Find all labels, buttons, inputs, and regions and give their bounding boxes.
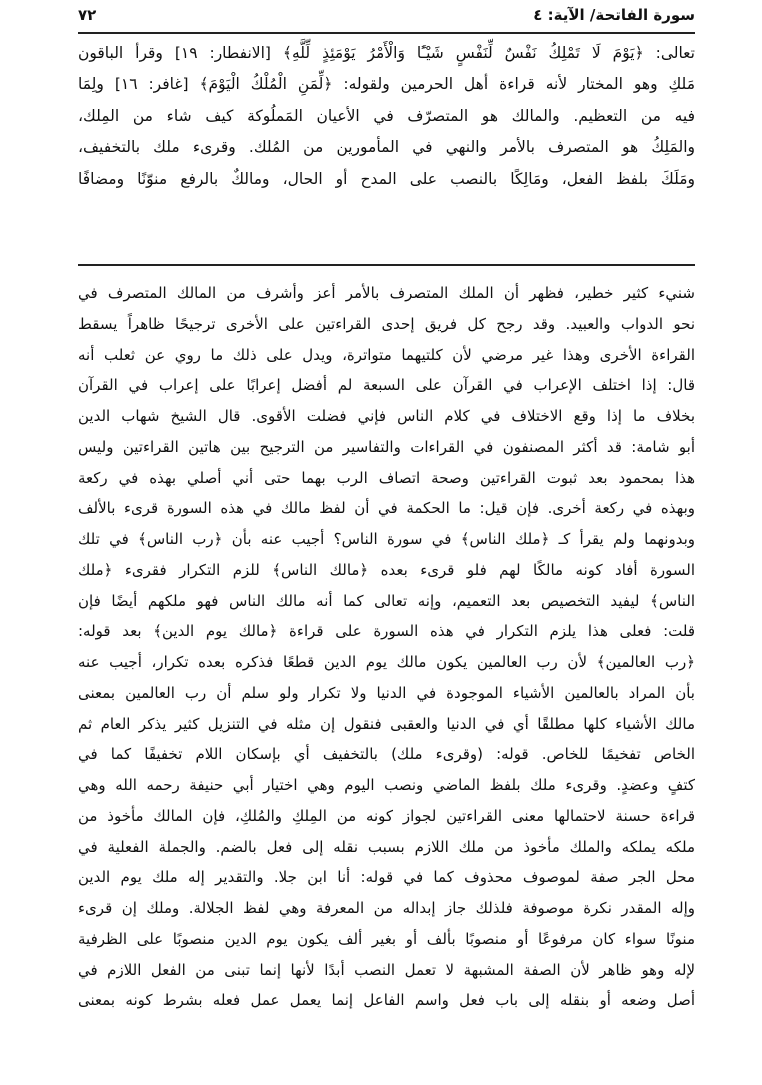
text-line: شنيء كثير خطير، فظهر أن الملك المتصرف بالأمر أعز وأشرف من المالك المتصرف في xyxy=(78,284,695,302)
text-line: لإله وهو ظاهر لأن الصفة المشبهة لا تعمل النصب أبدًا لأنها إنما تبنى من الفعل اللازم في xyxy=(78,960,695,979)
text-line: أبو شامة: قد أكثر المصنفون في القراءات والتفاسير من الترجيح بين هاتين القراءتين وليس xyxy=(78,437,695,456)
header-rule xyxy=(78,32,695,34)
page-header xyxy=(78,6,695,30)
text-line: كتفٍ وعضدٍ. وقرىء ملك بلفظ الماضي ونصب اليوم وهي اختيار أبي حنيفة رحمه الله وهي xyxy=(78,776,695,794)
text-line: قراءة حسنة لاحتمالها معنى القراءتين لجواز كونه من المِلكِ والمُلكِ، فإن المالك مأخوذ من xyxy=(78,806,695,825)
text-line: منونًا سواء كان مرفوعًا أو منصوبًا بألف أو بغير ألف يكون يوم الدين منصوبًا على الظرفية xyxy=(78,929,695,948)
text-line: القراءة الأخرى وهذا غير مرضي لأن كلتيهما متواترة، ويدل على ذلك ما روي عن ثعلب أنه xyxy=(78,345,695,364)
text-line: الخاص تفخيمًا للخاص. قوله: (وقرىء ملك) بالتخفيف أي بإسكان اللام تخفيفًا كما في xyxy=(78,745,695,764)
text-line: بخلاف ما إذا وقع الاختلاف في كلام الناس فإني فضلت الأقوى. قال الشيخ شهاب الدين xyxy=(78,407,695,425)
text-line: فيه من التعظيم. والمالك هو المتصرّف في الأعيان المَملُوكة كيف شاء من المِلك، xyxy=(78,106,695,125)
text-line: محل الجر صفة لموصوف محذوف كما في قوله: أنا ابن جلا. والتقدير إله ملك يوم الدين xyxy=(78,868,695,887)
text-line: هذا بمحمود بعد ثبوت القراءتين وصحة اتصاف الرب بهما حتى أني أصلي بهذه في ركعة xyxy=(78,468,695,487)
text-line: وبدونهما ولم يقرأ كـ ﴿ملك الناس﴾ في سورة الناس؟ أجيب عنه بأن ﴿رب الناس﴾ في تلك xyxy=(78,530,695,548)
text-line: نحو الدواب والعبيد. وقد رجح كل فريق إحدى القراءتين على الأخرى ترجيحًا ظاهراً يسقط xyxy=(78,314,695,333)
text-line: وإله المقدر نكرة موصوفة فلذلك جاز إبداله من المعرفة وهي لفظ الجلالة. وملك إن قرىء xyxy=(78,899,695,917)
text-line: قلت: فعلى هذا يلزم التكرار في هذه السورة على قراءة ﴿مالك يوم الدين﴾ بعد قوله: xyxy=(78,622,695,641)
text-line: تعالى: ﴿يَوْمَ لَا تَمْلِكُ نَفْسٌ لِّنَفْسٍ شَيْـًٔا وَالْأَمْرُ يَوْمَئِذٍ لِّلَّهِ﴾ [الانفطار: ١٩] وقرأ الباقون xyxy=(78,44,695,62)
text-line: مالك الأشياء كلها مطلقًا أي في الدنيا والعقبى فنقول إن مثله في التنزيل كثير يذكر العام ثم xyxy=(78,714,695,733)
text-line: السورة أفاد كونه مالكًا لهم فلو قرىء بعده ﴿مالك الناس﴾ للزم التكرار فقرىء ﴿ملك xyxy=(78,560,695,579)
text-line: مَلكِ وهو المختار لأنه قراءة أهل الحرمين ولقوله: ﴿لِّمَنِ الْمُلْكُ الْيَوْمَ﴾ [غافر: ١٦] ولِمَا xyxy=(78,75,695,94)
page-number: ٧٢ xyxy=(78,6,97,24)
commentary-text xyxy=(78,278,695,1016)
commentary-separator xyxy=(78,264,695,266)
text-line: وبهذه في ركعة أخرى. فإن قيل: ما الحكمة في أن لفظ مالك في هذه السورة قرىء بالألف xyxy=(78,499,695,518)
text-line: قال: إذا اختلف الإعراب في القرآن على السبعة لم أفضل إعرابًا على إعراب في القرآن xyxy=(78,376,695,395)
text-line: والمَلِكُ هو المتصرف بالأمر والنهي في المأمورين من المُلك. وقرىء ملك بالتخفيف، xyxy=(78,138,695,157)
text-line: ملكه يملكه والملك مأخوذ من ملك اللازم بسبب نقله إلى فعل بالضم. والجملة الفعلية في xyxy=(78,837,695,856)
text-line: بأن المراد بالعالمين الأشياء الموجودة في الدنيا ولا تكرار ولو سلم أن رب العالمين بمعنى xyxy=(78,683,695,702)
text-line: ﴿رب العالمين﴾ لأن رب العالمين يكون مالك يوم الدين قطعًا فذكره بعده تكرار، أجيب عنه xyxy=(78,653,695,671)
text-line: أصل وضعه أو بنقله إلى باب فعل واسم الفاعل إنما يعمل عمل فعله بشرط كونه بمعنى xyxy=(78,991,695,1010)
text-line: ومَلَكَ بلفظ الفعل، ومَالِكًا بالنصب على المدح أو الحال، ومالكٌ بالرفع منوّنًا ومضافًا xyxy=(78,169,695,188)
running-title: سورة الفاتحة/ الآية: ٤ xyxy=(533,6,695,24)
text-line: الناس﴾ ليفيد التخصيص بعد التعميم، وإنه تعالى كما أنه مالك الناس فهو ملكهم أيضًا فإن xyxy=(78,591,695,610)
main-text xyxy=(78,38,695,195)
